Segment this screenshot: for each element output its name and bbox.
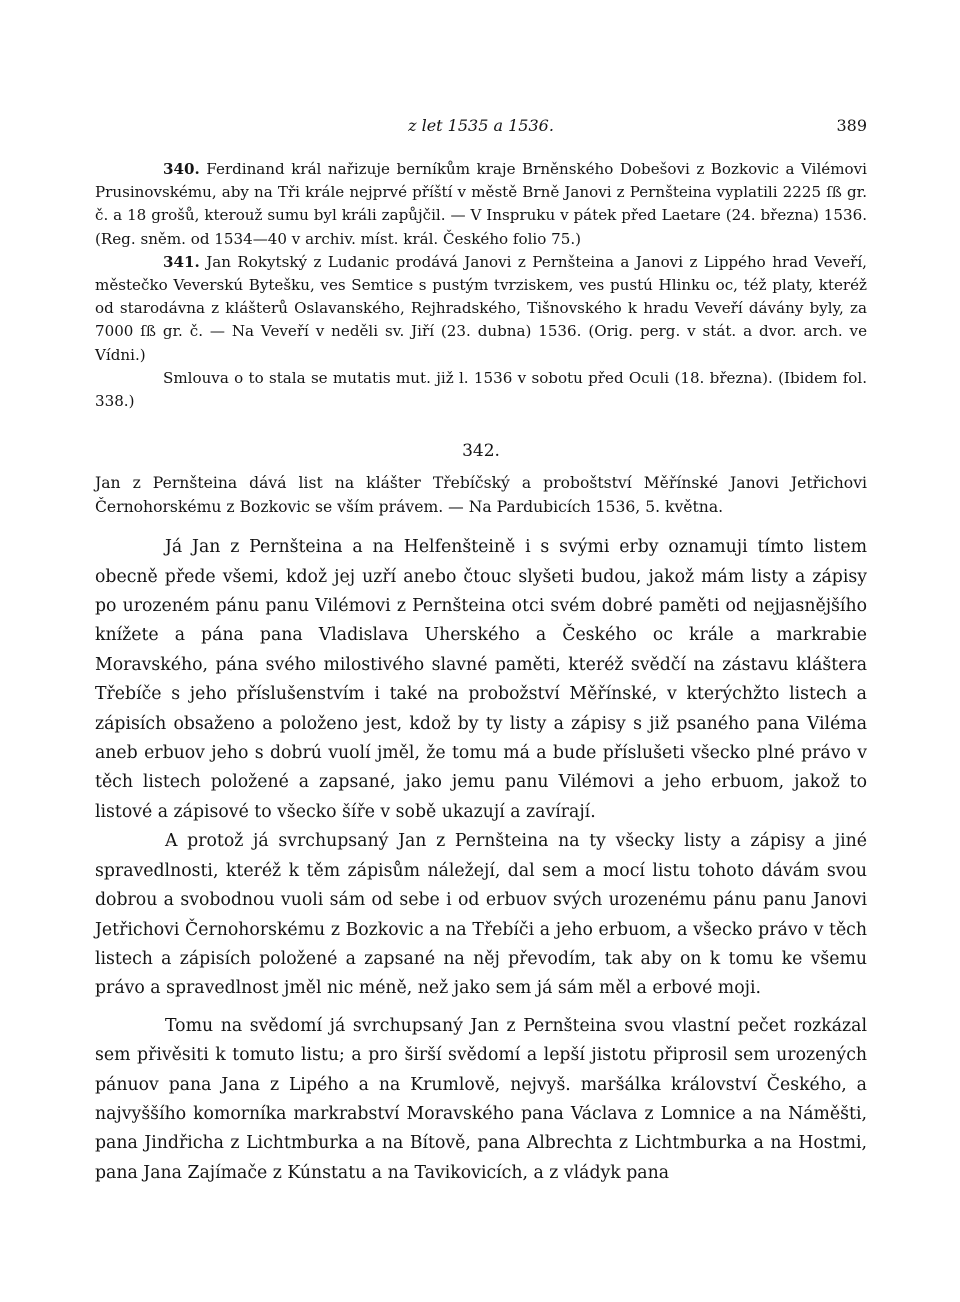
entry-number: 341. — [163, 252, 200, 271]
body-paragraph: Tomu na svědomí já svrchupsaný Jan z Pernšteina svou vlastní pečet rozkázal sem přivěsiti k tomuto listu; a pro širší svědomí a lepší jistotu připrosil sem urozených pánuov pana Jana z Lipého a na Krumlově, nejvyš. maršálka království Českého, a najvyššího komorníka markrabství Moravského pana Václava z Lomnice a na Náměšti, pana Jindřicha z Lichtmburka a na Bítově, pana Albrechta z Lichtmburka a na Hostmi, pana Jana Zajímače z Kúnstatu a na Tavikovicích, a z vládyk pana — [95, 1015, 867, 1183]
entry-341-note: Smlouva o to stala se mutatis mut. již l. 1536 v sobotu před Oculi (18. března). (Ibidem fol. 338.) — [95, 368, 867, 411]
entry-text: Jan Rokytský z Ludanic prodává Janovi z Pernšteina a Janovi z Lippého hrad Veveří, městečko Veverskú Bytešku, ves Semtice s pustým tvrziskem, ves pustú Hlinku oc, též platy, kteréž od starodávna z klášterů Oslavanského, Rejhradského, Tišnovského k hradu Veveří dávány byly, za 7000 ſß gr. č. — Na Veveří v neděli sv. Jiří (23. dubna) 1536. (Orig. perg. v stát. a dvor. arch. ve Vídni.) — [95, 252, 867, 364]
document-page — [95, 116, 867, 1188]
page-header — [95, 116, 867, 142]
body-paragraph: Já Jan z Pernšteina a na Helfenšteině i s svými erby oznamuji tímto listem obecně přede všemi, kdož jej uzří anebo čtouc slyšeti budou, jakož mám listy a zápisy po urozeném pánu panu Vilémovi z Pernšteina otci svém dobré paměti od nejjasnějšího knížete a pána pana Vladislava Uherského a Českého oc krále a markrabie Moravského, pána svého milostivého slavné paměti, kteréž svědčí na zástavu kláštera Třebíče s jeho příslušenstvím i také na probožství Měřínské, v kterýchžto listech a zápisích obsaženo a položeno jest, kdož by ty listy a zápisy s již psaného pana Viléma aneb erbuov jeho s dobrú vuolí jměl, že tomu má a bude příslušeti všecko plné právo v těch listech položené a zapsané, jako jemu panu Vilémovi a jeho erbuom, jakož to listové a zápisové to všecko šíře v sobě ukazují a zavírají. — [95, 537, 867, 822]
running-title: z let 1535 a 1536. — [408, 116, 554, 135]
entry-341 — [95, 251, 867, 367]
body-paragraph: A protož já svrchupsaný Jan z Pernšteina na ty všecky listy a zápisy a jiné spravedlnosti, kteréž k těm zápisům náležejí, dal sem a mocí listu tohoto dávám svou dobrou a svobodnou vuoli sám od sebe i od erbuov svých urozenému pánu panu Janovi Jetřichovi Černohorskému z Bozkovic a na Třebíči a jeho erbuom, a všecko právo v těch listech a zápisích položené a zapsané na něj převodím, tak aby on k tomu ke všemu právo a spravedlnost jměl nic méně, než jako sem já sám měl a erbové moji. — [95, 831, 867, 999]
entry-340 — [95, 158, 867, 251]
entry-number: 340. — [163, 160, 200, 178]
page-number: 389 — [836, 116, 867, 135]
document-regest: Jan z Pernšteina dává list na klášter Třebíčský a proboštství Měřínské Janovi Jetřichovi Černohorskému z Bozkovic se vším právem. — Na Pardubicích 1536, 5. května. — [95, 474, 867, 517]
document-number: 342. — [462, 441, 500, 462]
entry-text: Ferdinand král nařizuje berníkům kraje Brněnského Dobešovi z Bozkovic a Vilémovi Prusinovskému, aby na Tři krále nejprvé příští v městě Brně Janovi z Pernšteina vyplatili 2225 ſß gr. č. a 18 grošů, kterouž sumu byl králi zapůjčil. — V Inspruku v pátek před Laetare (24. března) 1536. (Reg. sněm. od 1534—40 v archiv. míst. král. Českého folio 75.) — [95, 160, 867, 248]
